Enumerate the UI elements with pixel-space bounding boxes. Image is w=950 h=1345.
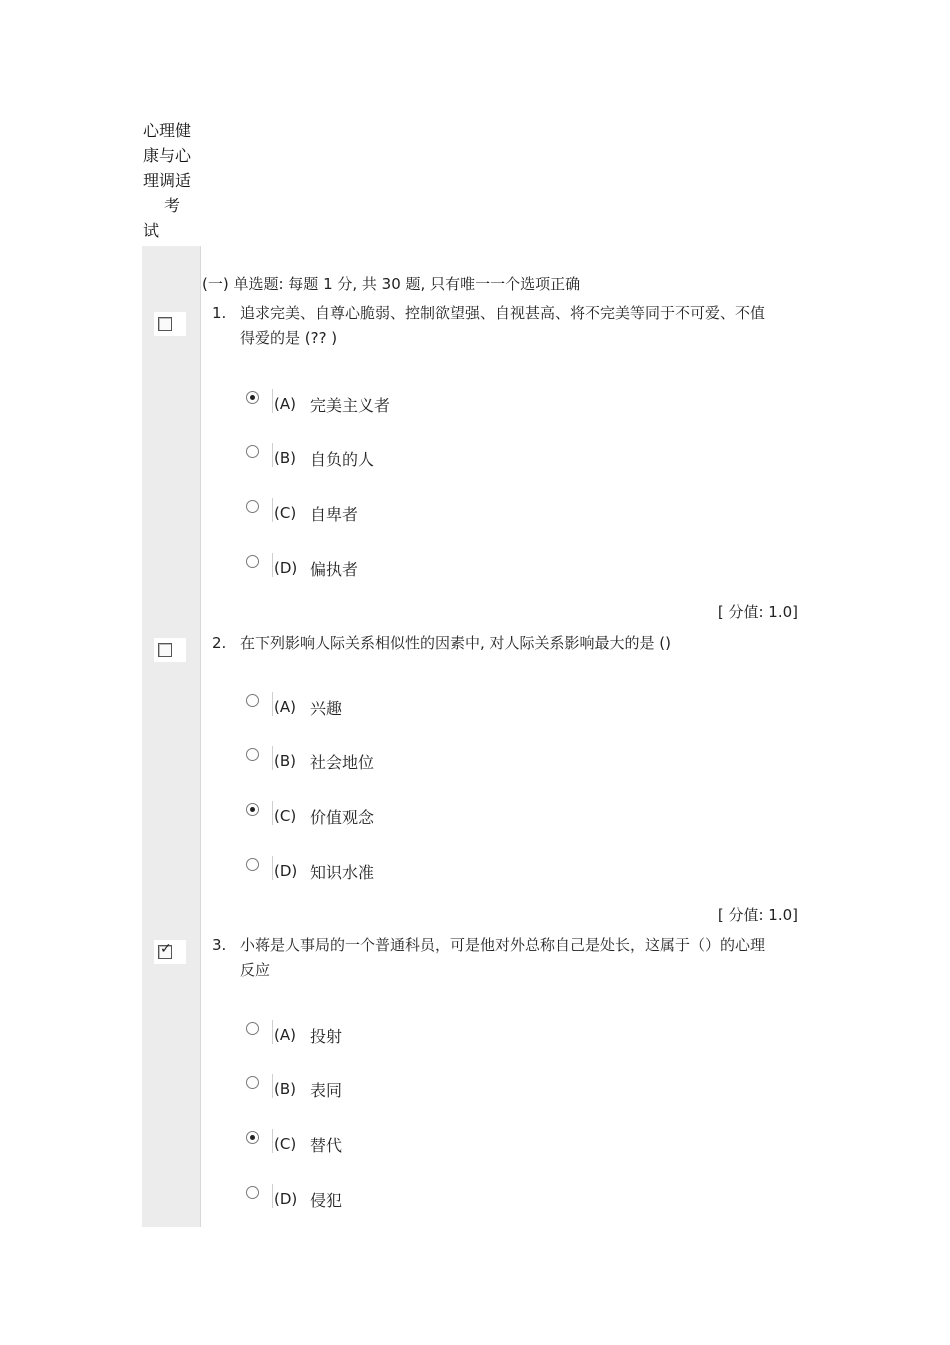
- question-1-text: 追求完美、自尊心脆弱、控制欲望强、自视甚高、将不完美等同于不可爱、不值得爱的是 (?? ): [240, 304, 766, 347]
- question-2-mark-checkbox[interactable]: [154, 638, 186, 662]
- question-2-number: 2.: [212, 634, 227, 652]
- question-1-score: [ 分值: 1.0]: [717, 603, 798, 621]
- option-text: 表同: [310, 1081, 343, 1100]
- question-2-option-c[interactable]: [242, 801, 542, 831]
- question-1-number: 1.: [212, 304, 227, 322]
- question-3-mark-checkbox[interactable]: [154, 940, 186, 964]
- question-3-option-a[interactable]: [242, 1020, 542, 1050]
- radio-icon[interactable]: [246, 445, 259, 458]
- question-3-text: 小蒋是人事局的一个普通科员，可是他对外总称自己是处长，这属于（）的心理反应: [240, 936, 766, 979]
- check-icon: ✓: [160, 941, 172, 957]
- radio-icon[interactable]: [246, 1022, 259, 1035]
- checkbox-icon: [158, 643, 172, 657]
- question-3-option-d[interactable]: [242, 1184, 542, 1214]
- option-letter: (B): [274, 1080, 296, 1098]
- option-letter: (D): [274, 1190, 298, 1208]
- option-text: 替代: [310, 1136, 343, 1155]
- radio-icon[interactable]: [246, 858, 259, 871]
- option-text: 知识水准: [310, 863, 375, 882]
- option-text: 兴趣: [310, 699, 343, 718]
- option-letter: (C): [274, 807, 297, 825]
- radio-icon[interactable]: [246, 748, 259, 761]
- radio-selected-icon[interactable]: [246, 803, 259, 816]
- option-text: 价值观念: [310, 808, 375, 827]
- radio-selected-icon[interactable]: [246, 1131, 259, 1144]
- checkbox-icon: [158, 317, 172, 331]
- question-3-option-c[interactable]: [242, 1129, 542, 1159]
- option-letter: (D): [274, 559, 298, 577]
- radio-icon[interactable]: [246, 694, 259, 707]
- question-2-option-a[interactable]: [242, 692, 542, 722]
- checkbox-checked-icon: [158, 941, 172, 959]
- option-text: 社会地位: [310, 753, 375, 772]
- question-marker-column: [142, 246, 201, 1227]
- question-3-option-b[interactable]: [242, 1074, 542, 1104]
- exam-title: [143, 118, 203, 243]
- radio-icon[interactable]: [246, 1186, 259, 1199]
- radio-icon[interactable]: [246, 1076, 259, 1089]
- question-1-option-a[interactable]: [242, 389, 542, 419]
- option-text: 完美主义者: [310, 396, 391, 415]
- option-letter: (C): [274, 504, 297, 522]
- question-1-mark-checkbox[interactable]: [154, 312, 186, 336]
- question-2-option-b[interactable]: [242, 746, 542, 776]
- option-letter: (A): [274, 395, 296, 413]
- option-text: 偏执者: [310, 560, 359, 579]
- question-2-score: [ 分值: 1.0]: [717, 906, 798, 924]
- exam-title-line: 理调适: [143, 171, 192, 190]
- option-text: 自负的人: [310, 450, 375, 469]
- question-3-number: 3.: [212, 936, 227, 954]
- question-2-text: 在下列影响人际关系相似性的因素中, 对人际关系影响最大的是 (): [240, 634, 672, 652]
- radio-icon[interactable]: [246, 500, 259, 513]
- option-letter: (B): [274, 449, 296, 467]
- exam-title-line: 考: [163, 196, 180, 215]
- option-text: 投射: [310, 1027, 343, 1046]
- option-letter: (A): [274, 698, 296, 716]
- exam-title-line: 心理健: [143, 121, 192, 140]
- option-text: 自卑者: [310, 505, 359, 524]
- section-header: (一) 单选题: 每题 1 分, 共 30 题, 只有唯一一个选项正确: [202, 275, 581, 293]
- option-letter: (B): [274, 752, 296, 770]
- exam-title-line: 试: [143, 221, 160, 240]
- question-1-option-b[interactable]: [242, 443, 542, 473]
- option-text: 侵犯: [310, 1191, 343, 1210]
- exam-title-line: 康与心: [143, 146, 192, 165]
- question-1-option-d[interactable]: [242, 553, 542, 583]
- radio-selected-icon[interactable]: [246, 391, 259, 404]
- option-letter: (D): [274, 862, 298, 880]
- radio-icon[interactable]: [246, 555, 259, 568]
- option-letter: (C): [274, 1135, 297, 1153]
- question-2-option-d[interactable]: [242, 856, 542, 886]
- option-letter: (A): [274, 1026, 296, 1044]
- question-1-option-c[interactable]: [242, 498, 542, 528]
